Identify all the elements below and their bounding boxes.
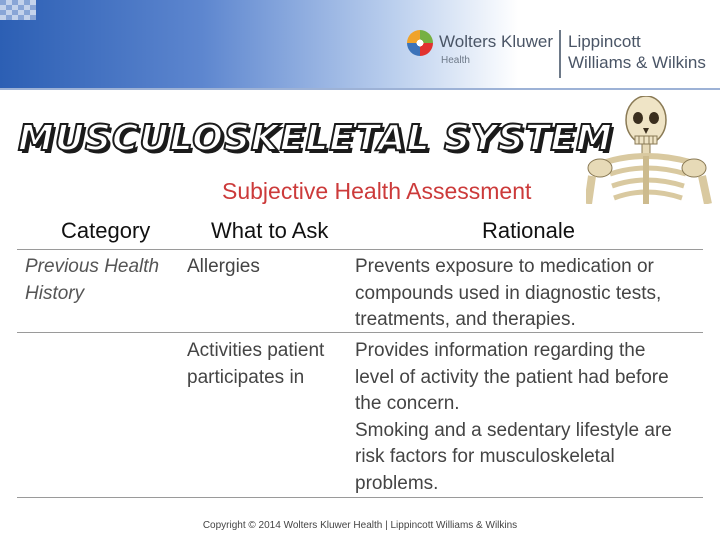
column-header-category: Category — [61, 218, 151, 243]
skeleton-illustration — [586, 96, 720, 204]
row1-category-line2: History — [25, 282, 85, 304]
logo-health-text: Health — [441, 55, 470, 66]
row1-rationale-line2: compounds used in diagnostic tests, — [355, 282, 662, 304]
logo-lippincott-text: Lippincott — [568, 32, 641, 51]
row2-rationale-line2: level of activity the patient had before — [355, 366, 669, 388]
column-header-rationale: Rationale — [482, 218, 575, 243]
logo-divider — [559, 30, 561, 78]
row2-ask-line2: participates in — [187, 366, 305, 388]
row1-rationale-line3: treatments, and therapies. — [355, 309, 576, 330]
row2-rationale-line3: the concern. — [355, 393, 460, 414]
row2-rationale-line6: problems. — [355, 472, 439, 494]
row2-what-to-ask — [187, 338, 347, 391]
logo-williams-wilkins-text: Williams & Wilkins — [568, 53, 706, 72]
row1-what-to-ask — [187, 254, 347, 281]
row2-rationale-line1: Provides information regarding the — [355, 340, 646, 361]
row2-rationale-line5: risk factors for musculoskeletal — [355, 446, 615, 467]
row2-ask-line1: Activities patient — [187, 340, 325, 361]
header-rule — [17, 249, 703, 250]
row1-category-line1: Previous Health — [25, 256, 160, 277]
logo-wolters-kluwer-text: Wolters Kluwer — [439, 32, 553, 51]
row1-rationale-line1: Prevents exposure to medication or — [355, 256, 654, 277]
table-bottom-rule — [17, 497, 703, 498]
wolters-kluwer-logo-icon — [407, 30, 433, 56]
header-checker-pattern — [0, 0, 36, 20]
row2-rationale — [355, 338, 700, 497]
column-header-what-to-ask: What to Ask — [211, 218, 329, 243]
publisher-logo — [407, 28, 717, 80]
slide-subtitle: Subjective Health Assessment — [222, 178, 532, 204]
row-divider — [17, 332, 703, 333]
row1-category — [25, 254, 175, 307]
slide-title: MUSCULOSKELETAL SYSTEM — [18, 118, 613, 159]
row2-rationale-line4: Smoking and a sedentary lifestyle are — [355, 419, 672, 441]
copyright-footer: Copyright © 2014 Wolters Kluwer Health | Lippincott Williams & Wilkins — [202, 520, 518, 531]
row1-ask-line1: Allergies — [187, 256, 260, 277]
header-divider — [0, 88, 720, 90]
row1-rationale — [355, 254, 700, 334]
